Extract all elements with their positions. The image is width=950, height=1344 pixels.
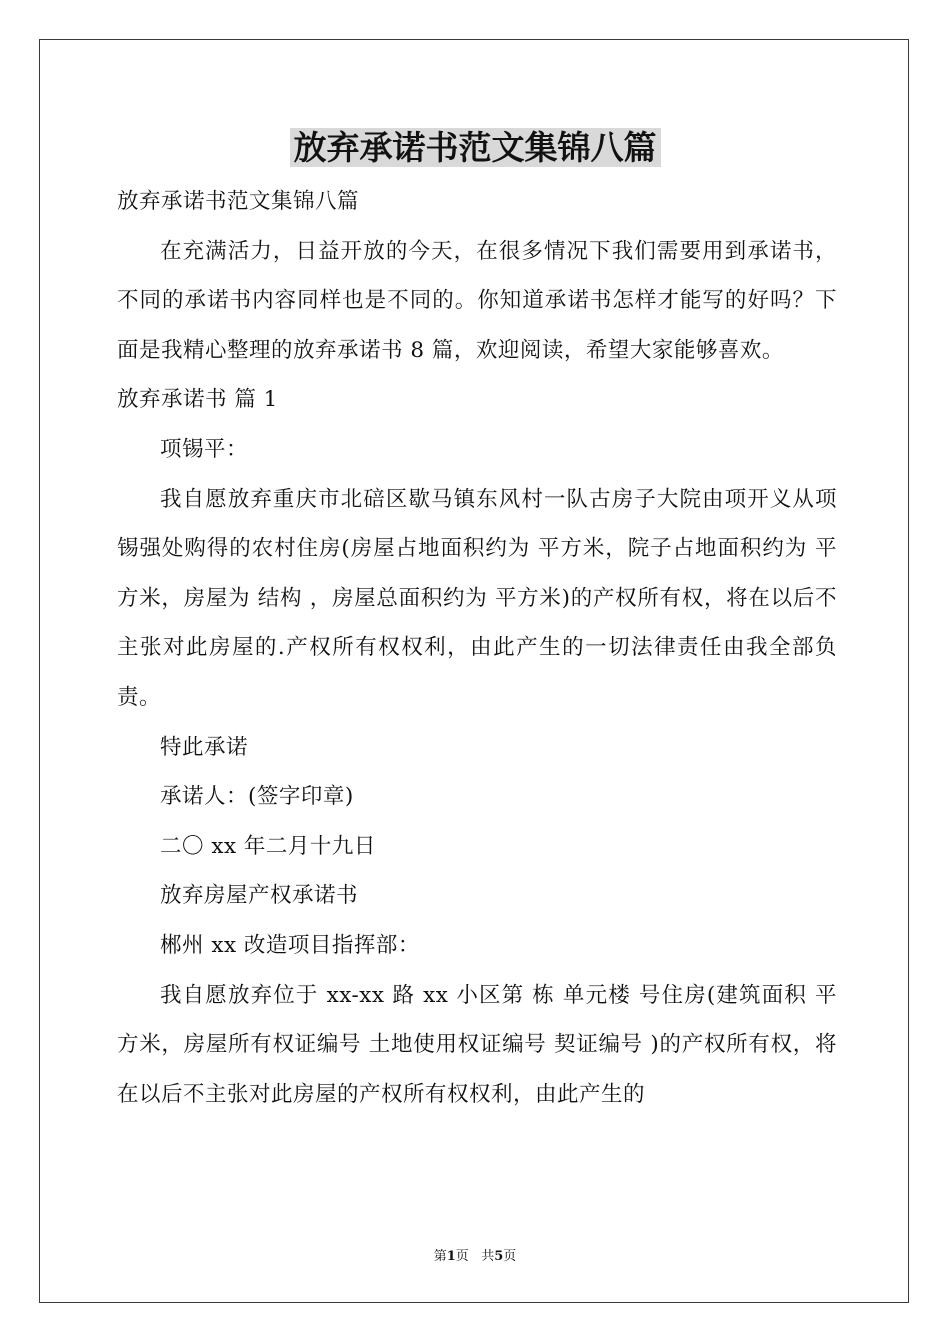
footer-middle: 页 共 xyxy=(455,1249,495,1264)
footer-prefix: 第 xyxy=(433,1249,447,1264)
footer-suffix: 页 xyxy=(503,1249,517,1264)
paragraph: 项锡平： xyxy=(160,436,249,462)
document-title-text: 放弃承诺书范文集锦八篇 xyxy=(290,128,661,167)
paragraph: 二〇 xx 年二月十九日 xyxy=(160,833,376,859)
paragraph: 郴州 xx 改造项目指挥部： xyxy=(160,932,420,958)
paragraph: 特此承诺 xyxy=(160,734,249,760)
document-body xyxy=(117,177,837,1119)
footer-total-pages: 5 xyxy=(494,1249,504,1264)
paragraph: 我自愿放弃重庆市北碚区歇马镇东风村一队古房子大院由项开义从项锡强处购得的农村住房(房屋占地面积约为 平方米，院子占地面积约为 平方米，房屋为 结构 ，房屋总面积约为 平方米)的产权所有权，将在以后不主张对此房屋的.产权所有权权利，由此产生的一切法律责任由我全部负责。 xyxy=(117,486,837,710)
paragraph: 放弃承诺书 篇 1 xyxy=(117,387,278,413)
document-title xyxy=(0,126,950,170)
paragraph: 承诺人：(签字印章) xyxy=(160,784,354,810)
footer-current-page: 1 xyxy=(446,1249,456,1264)
paragraph: 在充满活力，日益开放的今天，在很多情况下我们需要用到承诺书，不同的承诺书内容同样也是不同的。你知道承诺书怎样才能写的好吗？下面是我精心整理的放弃承诺书 8 篇，欢迎阅读，希望大家能够喜欢。 xyxy=(117,238,837,363)
page-footer xyxy=(0,1247,950,1267)
paragraph: 我自愿放弃位于 xx-xx 路 xx 小区第 栋 单元楼 号住房(建筑面积 平方米，房屋所有权证编号 土地使用权证编号 契证编号 )的产权所有权，将在以后不主张对此房屋的产权所有权权利，由此产生的 xyxy=(117,982,837,1107)
paragraph: 放弃承诺书范文集锦八篇 xyxy=(117,189,360,214)
paragraph: 放弃房屋产权承诺书 xyxy=(160,883,359,909)
